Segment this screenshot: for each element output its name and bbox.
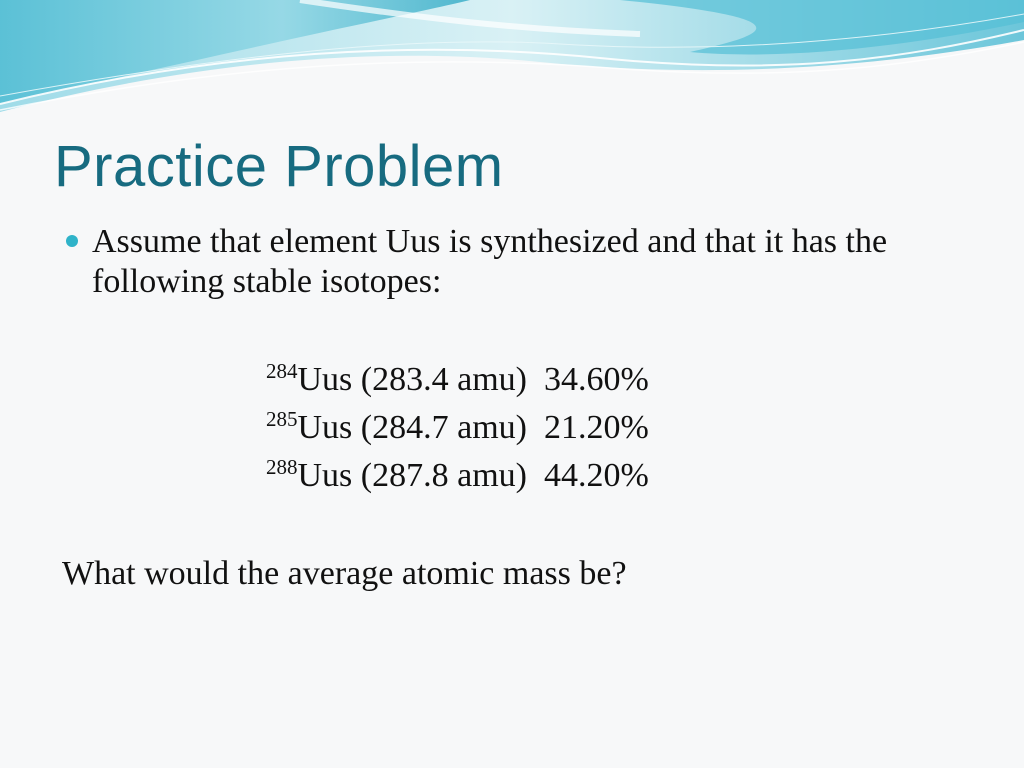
isotope-mass-number: 285 [266,407,298,431]
isotope-text: Uus (283.4 amu) 34.60% [297,361,649,398]
header-wave-decoration [0,0,1024,130]
isotope-mass-number: 288 [266,455,298,479]
slide-title: Practice Problem [54,134,504,199]
isotope-text: Uus (284.7 amu) 21.20% [297,409,649,446]
isotope-row [266,452,649,500]
isotope-mass-number: 284 [266,359,298,383]
isotope-list [266,356,649,500]
isotope-row [266,404,649,452]
bullet-text: Assume that element Uus is synthesized and that it has the following stable isotopes: [92,223,888,300]
isotope-row [266,356,649,404]
question-text: What would the average atomic mass be? [62,555,627,592]
bullet-dot-icon [66,235,78,247]
isotope-text: Uus (287.8 amu) 44.20% [297,457,649,494]
